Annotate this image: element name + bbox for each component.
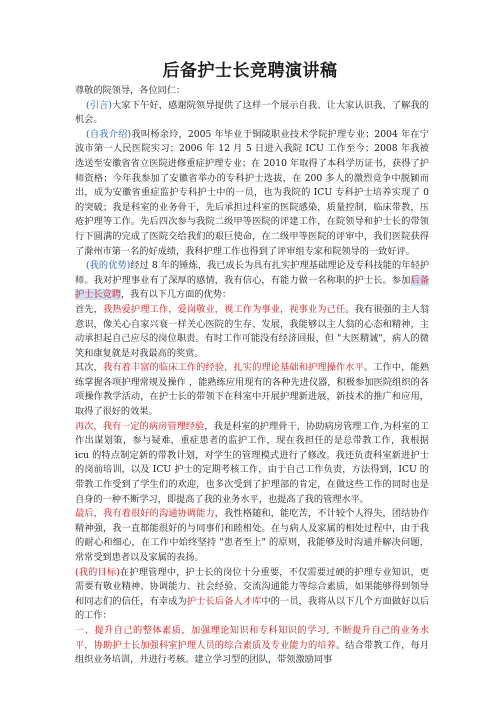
section-tag-goal: (我的目标) xyxy=(75,566,120,578)
paragraph-self-intro xyxy=(75,128,429,259)
goal-highlight: 护士长后备人才库 xyxy=(186,595,262,607)
advantage-highlight: 后备护士长竞聘 xyxy=(75,274,430,301)
point-1-heading: 我热爱护理工作，爱岗敬业，视工作为事业，视事业为己任 xyxy=(102,303,346,315)
point-3-lead: 再次， xyxy=(75,420,103,432)
point-2-lead: 其次， xyxy=(75,362,103,374)
page-title: 后备护士长竞聘演讲稿 xyxy=(162,61,338,81)
point-2-text: 。工作中，能熟练掌握各项护理常规及操作 ，能熟练应用现有的各种先进仪器，积极参加医院组织的各项操作教学活动，在护士长的带领下在科室中开展护理新进展，新技术的推广和应用，取得了很好的效果。 xyxy=(75,362,430,418)
self-intro-text: 我叫杨余玲，2005 年毕业于铜陵职业技术学院护理专业；2004 年在宁波市第一人民医院实习；2006 年 12 月 5 日进入我院 ICU 工作至今；2008 年我被选送至安徽省省立医院进修重症护理专业；在 2010 年取得了本科学历证书，获得了护师资格；今年我参加了安徽省举办的专科护士选拔，在 200 多人的激烈竞争中脱颖而出，成为安徽省重症监护专科护士中的一员，也为我院的 ICU 专科护士培养实现了 0 的突破；我是科室的业务骨干，先后承担过科室的医院感染，质量控制，临床带教，压疮护理等工作。先后四次参与我院二级甲等医院的评建工作，在院领导和护士长的带领行下圆满的完成了医院交给我们的艰巨使命，在二级甲等医院的评审中，我们医院获得了滁州市第一名的好成绩，我科护理工作也得到了评审组专家和院领导的一致好评。 xyxy=(75,128,429,257)
paragraph-point-4 xyxy=(75,507,429,565)
paragraph-intro xyxy=(75,99,429,128)
point-3-heading: 我有一定的病房管理经验 xyxy=(102,420,205,432)
goal-text-before: 在护理管理中，护士长的岗位十分重要，不仅需要过硬的护理专业知识，更需要有敬业精神、协调能力、社会经验、交流沟通能力等综合素质，如果能够得到领导和同志们的信任，有幸成为 xyxy=(75,566,429,607)
advantage-text-before: 经过 8 年的锤炼，我已成长为具有扎实护理基础理论及专科技能的年轻护师。我对护理事业有了深厚的感情，我有信心，有能力做一名称职的护士长。参加 xyxy=(75,260,430,286)
plan-1-text: 。结合带教工作，每月组织业务培训，并进行考核。建立学习型的团队，带领激励同事 xyxy=(75,639,430,666)
section-tag-advantage: (我的优势) xyxy=(86,260,131,272)
goal-text-after: 中的一员，我将从以下几个方面做好以后的工作： xyxy=(75,595,430,622)
point-1-text: 。我有很强的主人翁意识，像关心自家兴衰一样关心医院的生存、发展，我能够以主人翁的心态和精神，主动承担起自己应尽的岗位职责。有时工作可能没有经济回报，但 "大医精诚"，病人的微笑和康复就是对我最高的奖赏。 xyxy=(75,303,430,359)
paragraph-goal xyxy=(75,566,429,624)
plan-1-heading: 一、提升自己的整体素质，加强理论知识和专科知识的学习, 不断提升自己的业务水平，协助护士长加强科室护理人员的综合素质及专业能力的培养 xyxy=(75,624,429,651)
section-tag-self-intro: (自我介绍) xyxy=(86,128,132,140)
paragraph-point-1 xyxy=(75,303,429,361)
paragraph-point-3 xyxy=(75,420,429,508)
paragraph-point-2 xyxy=(75,361,429,419)
greeting: 尊敬的院领导，各位同仁： xyxy=(75,85,186,96)
point-3-text: ，我是科室的护理骨干，协助病房管理工作,为科室的工作出谋划策，参与疑难，重症患者的监护工作，现在我担任的是总带教工作，我根据 icu 的特点制定新的带教计划，对学生的管理模式进行了修改。我还负责科室新进护士的岗前培训，以及 ICU 护士的定期考核工作，由于自己工作负责，方法得到，ICU 的带教工作受到了学生们的欢迎，也多次受到了护理部的肯定，在做这些工作的同时也是自身的一种不断学习，即提高了我的业务水平，也提高了我的管理水平。 xyxy=(75,420,430,505)
section-tag-intro: (引言) xyxy=(86,99,112,111)
intro-text: 大家下午好，感谢院领导提供了这样一个展示自我、让大家认识我、了解我的机会。 xyxy=(75,99,429,126)
advantage-text-after: ，我有以下几方面的优势： xyxy=(120,289,232,301)
point-4-text: ，我性格随和，能吃苦，不计较个人得失，团结协作精神强，我一直都能很好的与同事们和睦相处。在与病人及家属的相处过程中，由于我的耐心和细心，在工作中始终坚持 "患者至上" 的原则，我能够及时沟通并解决问题，常常受到患者以及家属的表扬。 xyxy=(75,508,430,563)
point-2-heading: 我有着丰富的临床工作的经验，扎实的理论基础和护理操作水平 xyxy=(102,362,364,374)
speech-body xyxy=(75,84,429,668)
paragraph-advantage xyxy=(75,259,429,303)
point-1-lead: 首先， xyxy=(75,303,103,315)
point-4-heading: 最后，我有着很好的沟通协调能力 xyxy=(75,508,215,520)
paragraph-plan-1 xyxy=(75,624,429,668)
